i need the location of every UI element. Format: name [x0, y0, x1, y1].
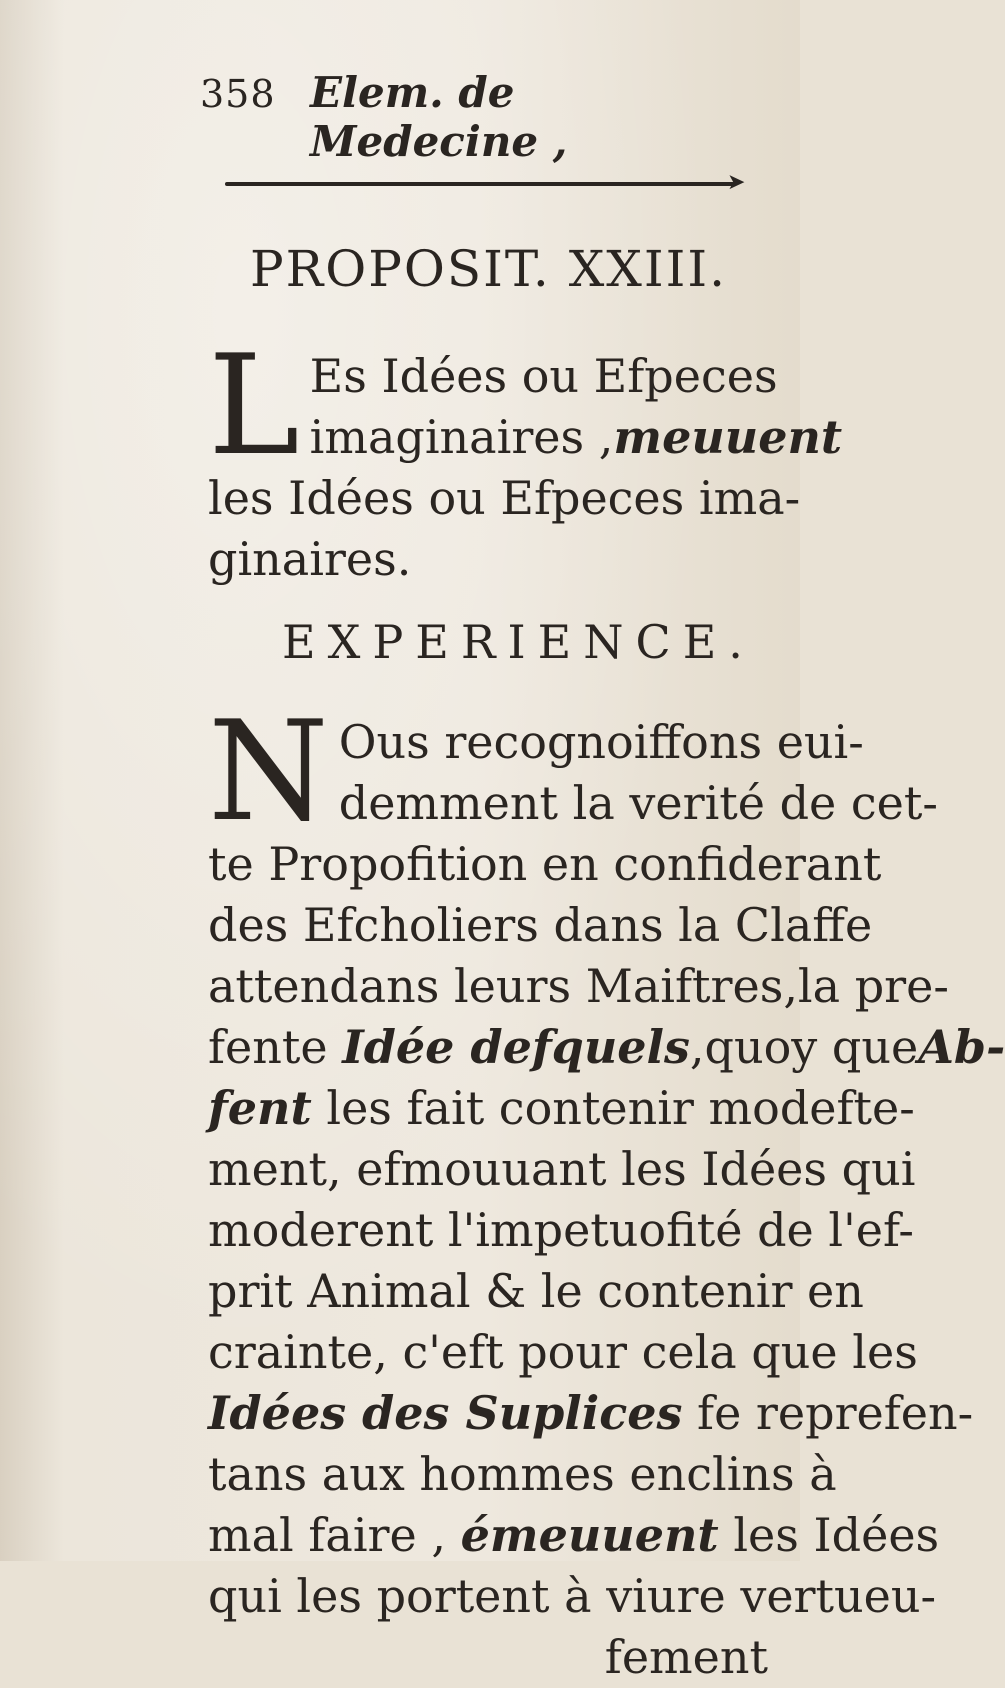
text-span: fente	[208, 1020, 343, 1074]
header-rule	[225, 182, 735, 186]
text-line: Ous recognoiffons eui-	[338, 715, 864, 769]
experience-heading: EXPERIENCE.	[282, 615, 755, 669]
text-line: les Idées ou Efpeces ima-	[208, 471, 801, 525]
catchword: fement	[604, 1630, 768, 1684]
text-span: les Idées	[733, 1508, 940, 1562]
text-span: mal faire ,	[208, 1508, 446, 1562]
text-line: demment la verité de cet-	[338, 776, 938, 830]
emphasis-text: émeuuent	[460, 1508, 719, 1562]
proposition-text	[208, 325, 843, 590]
emphasis-text: Idées des Suplices	[208, 1386, 683, 1440]
emphasis-text: fent	[208, 1081, 312, 1135]
text-line	[309, 407, 843, 468]
text-line	[208, 1505, 940, 1566]
text-span: les fait contenir modefte-	[311, 1081, 915, 1135]
text-line: ginaires.	[208, 532, 412, 586]
text-span: imaginaires ,	[309, 410, 614, 464]
text-line: des Efcholiers dans la Claffe	[208, 898, 873, 952]
page-number: 358	[200, 72, 276, 116]
text-line: tans aux hommes enclins à	[208, 1447, 837, 1501]
text-line: crainte, c'eft pour cela que les	[208, 1325, 918, 1379]
text-line	[208, 1017, 1005, 1078]
text-line: te Propofition en confiderant	[208, 837, 882, 891]
text-line: prit Animal & le contenir en	[208, 1264, 864, 1318]
text-line: Es Idées ou Efpeces	[309, 349, 778, 403]
emphasis-text: meuuent	[613, 410, 843, 464]
text-line	[208, 1078, 915, 1139]
running-header	[200, 68, 720, 166]
text-line	[208, 1383, 974, 1444]
experience-text	[208, 691, 1005, 1688]
text-line: moderent l'impetuofité de l'ef-	[208, 1203, 914, 1257]
emphasis-text: Idée defquels	[342, 1020, 690, 1074]
drop-cap-n: N	[208, 691, 329, 852]
rule-ornament: ➤	[727, 170, 746, 195]
proposition-heading: PROPOSIT. XXIII.	[250, 240, 728, 298]
text-line: qui les portent à viure vertueu-	[208, 1569, 937, 1623]
text-line: attendans leurs Maiftres,la pre-	[208, 959, 949, 1013]
text-span: fe reprefen-	[682, 1386, 974, 1440]
drop-cap-l: L	[208, 325, 300, 486]
emphasis-text: Ab-	[918, 1020, 1005, 1074]
text-span: ,quoy que	[689, 1020, 919, 1074]
text-line: ment, efmouuant les Idées qui	[208, 1142, 916, 1196]
running-title: Elem. de Medecine ,	[310, 68, 568, 166]
